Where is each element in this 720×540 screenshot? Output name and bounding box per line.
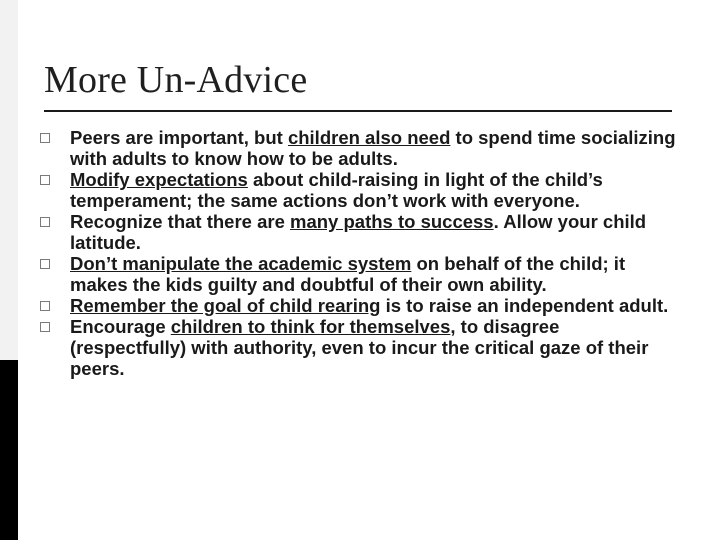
bullet-underlined-text: Remember the goal of child rearing xyxy=(70,295,381,316)
square-outline-bullet-icon xyxy=(40,301,50,311)
square-outline-bullet-icon xyxy=(40,133,50,143)
left-decorative-bar xyxy=(0,0,18,540)
slide-title: More Un-Advice xyxy=(44,59,308,101)
title-underline-rule xyxy=(44,110,672,112)
bullet-underlined-text: many paths to success xyxy=(290,211,494,232)
bullet-underlined-text: children to think for themselves xyxy=(170,316,451,337)
bullet-underlined-text: Modify expectations xyxy=(70,169,248,190)
bullet-text: is to raise an independent adult. xyxy=(380,295,669,316)
bullet-item xyxy=(40,127,680,169)
bullet-text: Recognize that there are xyxy=(70,211,291,232)
left-bar-light-section xyxy=(0,0,18,360)
bullet-item xyxy=(40,295,680,316)
bullet-text: to spend time socializing with adults to know how to be adults. xyxy=(70,127,676,169)
bullet-text: , to disagree (respectfully) with authority, even to incur the critical gaze of their peers. xyxy=(70,316,649,379)
square-outline-bullet-icon xyxy=(40,322,50,332)
bullet-item xyxy=(40,253,680,295)
bullet-text: . Allow your child latitude. xyxy=(70,211,647,253)
left-bar-dark-section xyxy=(0,360,18,540)
square-outline-bullet-icon xyxy=(40,259,50,269)
bullet-underlined-text: children also need xyxy=(287,127,451,148)
square-outline-bullet-icon xyxy=(40,175,50,185)
bullet-text: on behalf of the child; it makes the kids guilty and doubtful of their own ability. xyxy=(70,253,626,295)
bullet-item xyxy=(40,169,680,211)
bullet-underlined-text: Don’t manipulate the academic system xyxy=(70,253,412,274)
bullet-list xyxy=(40,127,680,379)
bullet-text: Encourage xyxy=(70,316,171,337)
square-outline-bullet-icon xyxy=(40,217,50,227)
bullet-text: Peers are important, but xyxy=(70,127,288,148)
bullet-item xyxy=(40,211,680,253)
bullet-text: about child-raising in light of the child’s temperament; the same actions don’t work with everyone. xyxy=(70,169,603,211)
bullet-item xyxy=(40,316,680,379)
